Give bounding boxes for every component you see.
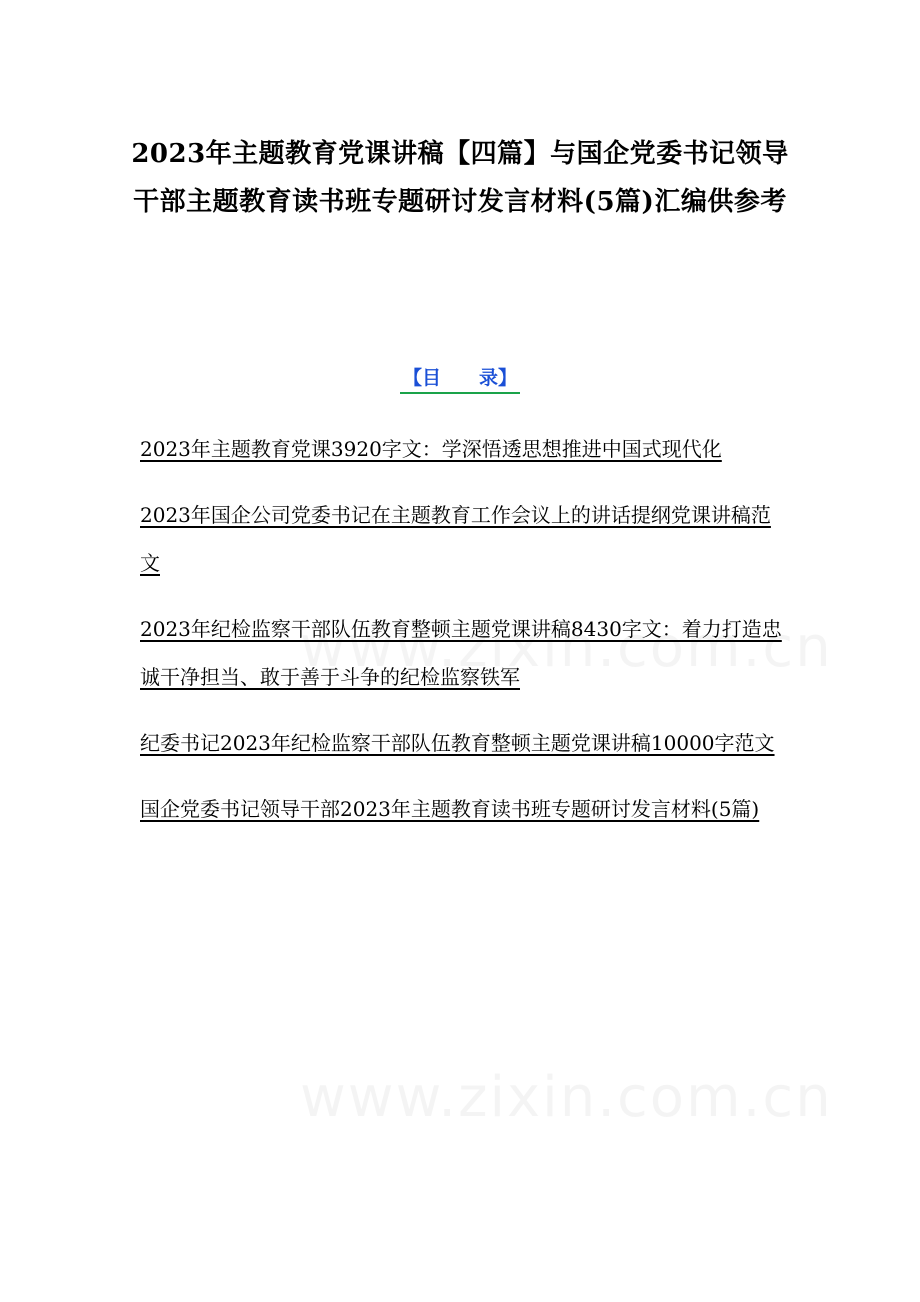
toc-item [140,425,782,473]
toc-item [140,719,782,767]
toc-link[interactable]: 2023年国企公司党委书记在主题教育工作会议上的讲话提纲党课讲稿范文 [140,503,771,575]
toc-link[interactable]: 纪委书记2023年纪检监察干部队伍教育整顿主题党课讲稿10000字范文 [140,731,775,755]
watermark [300,1065,833,1130]
toc-link[interactable]: 国企党委书记领导干部2023年主题教育读书班专题研讨发言材料(5篇) [140,797,760,821]
toc-heading: 【目 录】 [400,364,520,394]
toc-item [140,785,782,833]
toc-link[interactable]: 2023年纪检监察干部队伍教育整顿主题党课讲稿8430字文：着力打造忠诚干净担当、敢于善于斗争的纪检监察铁军 [140,617,782,689]
toc-link[interactable]: 2023年主题教育党课3920字文：学深悟透思想推进中国式现代化 [140,437,722,461]
document-title: 2023年主题教育党课讲稿【四篇】与国企党委书记领导干部主题教育读书班专题研讨发言材料(5篇)汇编供参考 [131,139,789,217]
table-of-contents [140,425,782,851]
toc-item [140,605,782,701]
toc-item [140,491,782,587]
